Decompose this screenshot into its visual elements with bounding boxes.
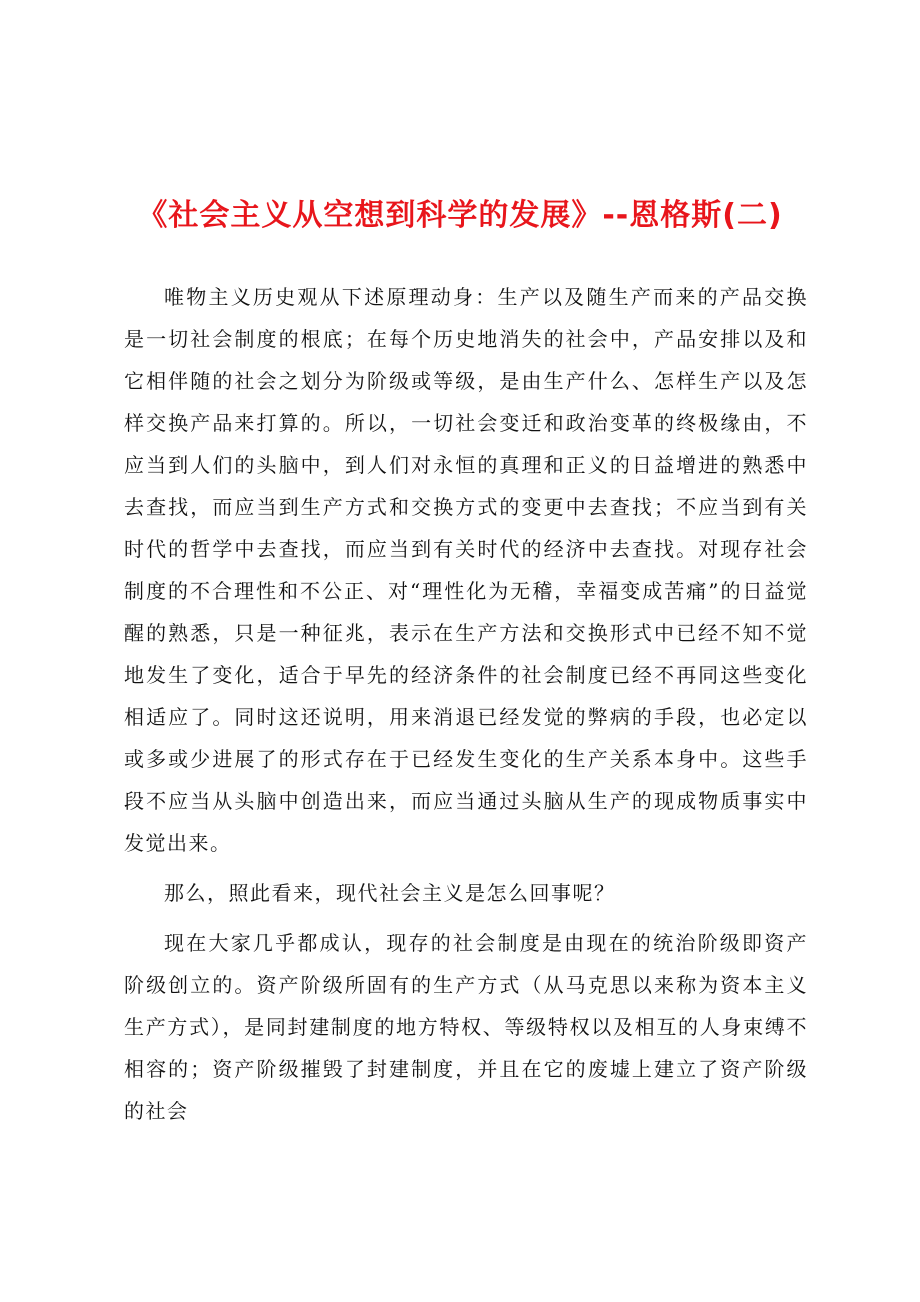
paragraph-2: 那么，照此看来，现代社会主义是怎么回事呢？ [164, 881, 616, 905]
paragraph-1: 唯物主义历史观从下述原理动身：生产以及随生产而来的产品交换是一切社会制度的根底；在每个历史地消失的社会中，产品安排以及和它相伴随的社会之划分为阶级或等级，是由生产什么、怎样生产以及怎样交换产品来打算的。所以，一切社会变迁和政治变革的终极缘由，不应当到人们的头脑中，到人们对永恒的真理和正义的日益增进的熟悉中去查找，而应当到生产方式和交换方式的变更中去查找；不应当到有关时代的哲学中去查找，而应当到有关时代的经济中去查找。对现存社会制度的不合理性和不公正、对“理性化为无稽，幸福变成苦痛”的日益觉醒的熟悉，只是一种征兆，表示在生产方法和交换形式中已经不知不觉地发生了变化，适合于早先的经济条件的社会制度已经不再同这些变化相适应了。同时这还说明，用来消退已经发觉的弊病的手段，也必定以或多或少进展了的形式存在于已经发生变化的生产关系本身中。这些手段不应当从头脑中创造出来，而应当通过头脑从生产的现成物质事实中发觉出来。 [124, 285, 808, 855]
paragraph-3: 现在大家几乎都成认，现存的社会制度是由现在的统治阶级即资产阶级创立的。资产阶级所固有的生产方式（从马克思以来称为资本主义生产方式），是同封建制度的地方特权、等级特权以及相互的人身束缚不相容的；资产阶级摧毁了封建制度，并且在它的废墟上建立了资产阶级的社会 [124, 931, 808, 1123]
document-title: 《社会主义从空想到科学的发展》--恩格斯(二) [137, 198, 783, 233]
document-body [124, 276, 808, 1140]
